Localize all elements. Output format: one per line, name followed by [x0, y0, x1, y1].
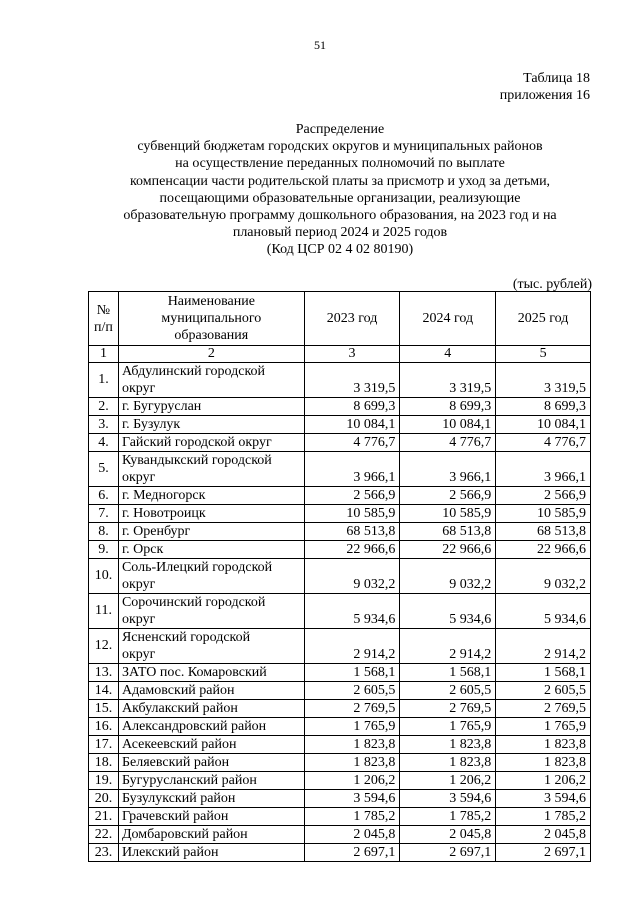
value-2024: 2 605,5 — [400, 682, 496, 700]
row-number: 14. — [89, 682, 119, 700]
row-number: 16. — [89, 718, 119, 736]
municipality-name-line: Домбаровский район — [121, 827, 248, 842]
value-2023: 2 045,8 — [304, 826, 400, 844]
value-2024: 10 585,9 — [400, 505, 496, 523]
municipality-name — [118, 808, 304, 826]
value-2025: 9 032,2 — [496, 559, 591, 594]
row-number: 19. — [89, 772, 119, 790]
table-row — [89, 594, 591, 629]
value-2025: 4 776,7 — [496, 434, 591, 452]
municipality-name-line: Бузулукский район — [121, 791, 236, 806]
table-row — [89, 559, 591, 594]
column-number: 1 — [89, 346, 119, 363]
row-number: 15. — [89, 700, 119, 718]
value-2024: 8 699,3 — [400, 398, 496, 416]
value-2024: 1 765,9 — [400, 718, 496, 736]
row-number: 1. — [89, 363, 119, 398]
value-2025: 8 699,3 — [496, 398, 591, 416]
value-2024: 10 084,1 — [400, 416, 496, 434]
municipality-name-line: Асекеевский район — [121, 737, 237, 752]
header-num — [89, 292, 119, 346]
table-row — [89, 826, 591, 844]
value-2023: 2 697,1 — [304, 844, 400, 862]
value-2024: 2 914,2 — [400, 629, 496, 664]
municipality-name — [118, 594, 304, 629]
municipality-name — [118, 398, 304, 416]
municipality-name — [118, 434, 304, 452]
municipality-name-line: Соль-Илецкий городской — [121, 560, 273, 575]
municipality-name — [118, 754, 304, 772]
municipality-name — [118, 523, 304, 541]
table-row — [89, 736, 591, 754]
row-number: 6. — [89, 487, 119, 505]
municipality-name — [118, 790, 304, 808]
row-number: 18. — [89, 754, 119, 772]
municipality-name — [118, 452, 304, 487]
value-2024: 3 594,6 — [400, 790, 496, 808]
value-2025: 1 823,8 — [496, 736, 591, 754]
value-2025: 3 966,1 — [496, 452, 591, 487]
value-2025: 2 045,8 — [496, 826, 591, 844]
column-number: 5 — [496, 346, 591, 363]
municipality-name-line: Бугурусланский район — [121, 773, 257, 788]
municipality-name — [118, 487, 304, 505]
municipality-name-line: ЗАТО пос. Комаровский — [121, 665, 267, 680]
municipality-name-line: округ — [121, 470, 156, 485]
table-row — [89, 452, 591, 487]
municipality-name — [118, 541, 304, 559]
value-2023: 10 084,1 — [304, 416, 400, 434]
value-2024: 3 966,1 — [400, 452, 496, 487]
table-row — [89, 416, 591, 434]
table-row — [89, 844, 591, 862]
municipality-name — [118, 559, 304, 594]
column-number-row — [89, 346, 591, 363]
header-name — [118, 292, 304, 346]
table-row — [89, 487, 591, 505]
row-number: 4. — [89, 434, 119, 452]
value-2023: 3 594,6 — [304, 790, 400, 808]
heading-line: субвенций бюджетам городских округов и муниципальных районов — [137, 139, 543, 155]
header-num-line: № — [96, 302, 111, 318]
header-num-line: п/п — [94, 319, 113, 335]
municipality-name-line: г. Оренбург — [121, 524, 191, 539]
value-2023: 68 513,8 — [304, 523, 400, 541]
row-number: 13. — [89, 664, 119, 682]
value-2023: 2 605,5 — [304, 682, 400, 700]
row-number: 7. — [89, 505, 119, 523]
municipality-name-line: округ — [121, 647, 156, 662]
heading-line: образовательную программу дошкольного образования, на 2023 год и на — [123, 208, 557, 224]
value-2024: 4 776,7 — [400, 434, 496, 452]
value-2023: 8 699,3 — [304, 398, 400, 416]
row-number: 3. — [89, 416, 119, 434]
value-2023: 22 966,6 — [304, 541, 400, 559]
value-2024: 22 966,6 — [400, 541, 496, 559]
value-2024: 1 568,1 — [400, 664, 496, 682]
municipality-name-line: округ — [121, 612, 156, 627]
municipality-name — [118, 682, 304, 700]
heading-line: плановый период 2024 и 2025 годов — [232, 225, 448, 241]
heading-line: (Код ЦСР 02 4 02 80190) — [266, 242, 414, 258]
value-2024: 1 823,8 — [400, 754, 496, 772]
header-name-line: Наименование — [167, 294, 255, 309]
municipality-name-line: Беляевский район — [121, 755, 230, 770]
table-row — [89, 754, 591, 772]
value-2023: 2 566,9 — [304, 487, 400, 505]
value-2023: 1 823,8 — [304, 754, 400, 772]
value-2024: 68 513,8 — [400, 523, 496, 541]
value-2023: 2 769,5 — [304, 700, 400, 718]
column-number: 3 — [304, 346, 400, 363]
value-2025: 2 769,5 — [496, 700, 591, 718]
value-2025: 1 785,2 — [496, 808, 591, 826]
value-2023: 1 568,1 — [304, 664, 400, 682]
municipality-name — [118, 844, 304, 862]
table-body — [89, 363, 591, 862]
municipality-name — [118, 700, 304, 718]
table-row — [89, 682, 591, 700]
municipality-name-line: округ — [121, 381, 156, 396]
value-2024: 1 206,2 — [400, 772, 496, 790]
value-2025: 1 206,2 — [496, 772, 591, 790]
table-row — [89, 505, 591, 523]
value-2025: 68 513,8 — [496, 523, 591, 541]
row-number: 17. — [89, 736, 119, 754]
value-2025: 10 585,9 — [496, 505, 591, 523]
row-number: 9. — [89, 541, 119, 559]
value-2023: 10 585,9 — [304, 505, 400, 523]
value-2024: 2 697,1 — [400, 844, 496, 862]
municipality-name-line: Илекский район — [121, 845, 219, 860]
table-row — [89, 718, 591, 736]
column-number: 2 — [118, 346, 304, 363]
municipality-name-line: округ — [121, 577, 156, 592]
document-heading — [60, 121, 620, 259]
heading-line: посещающими образовательные организации, реализующие — [159, 190, 521, 206]
table-row — [89, 772, 591, 790]
row-number: 8. — [89, 523, 119, 541]
municipality-name-line: г. Бугуруслан — [121, 399, 202, 414]
value-2025: 5 934,6 — [496, 594, 591, 629]
value-2025: 1 823,8 — [496, 754, 591, 772]
row-number: 23. — [89, 844, 119, 862]
row-number: 2. — [89, 398, 119, 416]
value-2025: 1 765,9 — [496, 718, 591, 736]
municipality-name-line: Сорочинский городской — [121, 595, 266, 610]
municipality-name — [118, 363, 304, 398]
municipality-name-line: г. Орск — [121, 542, 164, 557]
table-row — [89, 363, 591, 398]
value-2023: 1 206,2 — [304, 772, 400, 790]
municipality-name — [118, 718, 304, 736]
value-2023: 9 032,2 — [304, 559, 400, 594]
value-2024: 2 045,8 — [400, 826, 496, 844]
heading-line: компенсации части родительской платы за присмотр и уход за детьми, — [129, 173, 551, 189]
value-2025: 2 697,1 — [496, 844, 591, 862]
value-2024: 2 769,5 — [400, 700, 496, 718]
municipality-name — [118, 664, 304, 682]
value-2025: 3 594,6 — [496, 790, 591, 808]
header-2024: 2024 год — [400, 292, 496, 346]
value-2023: 1 765,9 — [304, 718, 400, 736]
row-number: 22. — [89, 826, 119, 844]
value-2025: 10 084,1 — [496, 416, 591, 434]
header-2025: 2025 год — [496, 292, 591, 346]
table-row — [89, 664, 591, 682]
table-row — [89, 790, 591, 808]
header-2023: 2023 год — [304, 292, 400, 346]
table-reference-line: приложения 16 — [499, 88, 590, 103]
table-row — [89, 523, 591, 541]
value-2023: 2 914,2 — [304, 629, 400, 664]
row-number: 10. — [89, 559, 119, 594]
table-row — [89, 700, 591, 718]
municipality-name — [118, 736, 304, 754]
municipality-name-line: Ясненский городской — [121, 630, 251, 645]
heading-line: Распределение — [295, 122, 385, 137]
municipality-name-line: Абдулинский городской — [121, 364, 266, 379]
value-2023: 1 785,2 — [304, 808, 400, 826]
municipality-name — [118, 629, 304, 664]
row-number: 12. — [89, 629, 119, 664]
header-name-line: муниципального — [161, 311, 262, 326]
table-row — [89, 808, 591, 826]
municipality-name-line: Адамовский район — [121, 683, 235, 698]
page-number: 51 — [314, 38, 326, 52]
table-header-row — [89, 292, 591, 346]
value-2024: 1 823,8 — [400, 736, 496, 754]
municipality-name — [118, 772, 304, 790]
value-2025: 2 605,5 — [496, 682, 591, 700]
column-number: 4 — [400, 346, 496, 363]
municipality-name — [118, 826, 304, 844]
municipality-name-line: Кувандыкский городской — [121, 453, 272, 468]
heading-line: на осуществление переданных полномочий по выплате — [175, 156, 505, 172]
municipality-name — [118, 416, 304, 434]
value-2025: 3 319,5 — [496, 363, 591, 398]
municipality-name-line: Грачевский район — [121, 809, 229, 824]
municipality-name-line: г. Бузулук — [121, 417, 181, 432]
value-2024: 5 934,6 — [400, 594, 496, 629]
value-2023: 3 966,1 — [304, 452, 400, 487]
municipality-name-line: г. Новотроицк — [121, 506, 206, 521]
value-2023: 4 776,7 — [304, 434, 400, 452]
value-2025: 2 566,9 — [496, 487, 591, 505]
value-2024: 1 785,2 — [400, 808, 496, 826]
subvention-table — [88, 291, 591, 862]
table-reference-line: Таблица 18 — [523, 71, 590, 86]
table-row — [89, 541, 591, 559]
municipality-name-line: г. Медногорск — [121, 488, 206, 503]
units-label: (тыс. рублей) — [512, 277, 592, 292]
value-2024: 3 319,5 — [400, 363, 496, 398]
table-row — [89, 398, 591, 416]
table-row — [89, 629, 591, 664]
municipality-name — [118, 505, 304, 523]
municipality-name-line: Акбулакский район — [121, 701, 238, 716]
value-2025: 22 966,6 — [496, 541, 591, 559]
value-2025: 2 914,2 — [496, 629, 591, 664]
row-number: 5. — [89, 452, 119, 487]
value-2023: 5 934,6 — [304, 594, 400, 629]
value-2024: 9 032,2 — [400, 559, 496, 594]
table-row — [89, 434, 591, 452]
header-name-line: образования — [174, 328, 249, 343]
value-2023: 3 319,5 — [304, 363, 400, 398]
municipality-name-line: Гайский городской округ — [121, 435, 272, 450]
value-2023: 1 823,8 — [304, 736, 400, 754]
table-reference — [500, 70, 590, 104]
value-2024: 2 566,9 — [400, 487, 496, 505]
value-2025: 1 568,1 — [496, 664, 591, 682]
row-number: 11. — [89, 594, 119, 629]
row-number: 20. — [89, 790, 119, 808]
municipality-name-line: Александровский район — [121, 719, 267, 734]
row-number: 21. — [89, 808, 119, 826]
